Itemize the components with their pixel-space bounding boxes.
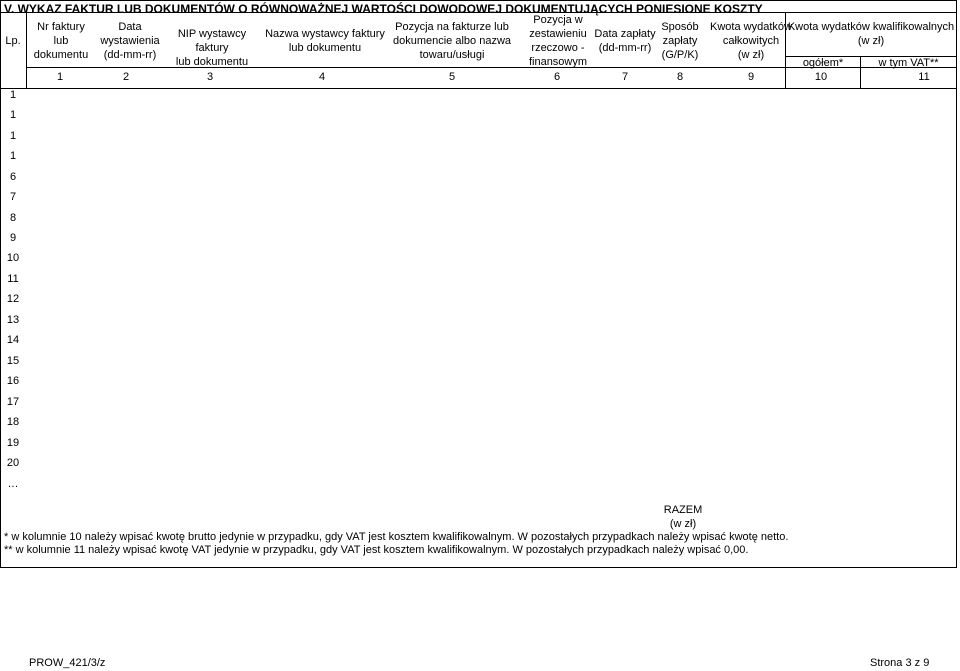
header-line: wystawienia (100, 35, 160, 47)
header-line: Data zapłaty (594, 28, 656, 40)
row-number: 6 (9, 171, 17, 183)
header-line: (w zł) (857, 35, 885, 47)
row-number: 17 (6, 396, 20, 408)
column-number: 6 (553, 71, 561, 83)
header-invoice-number (28, 20, 94, 62)
header-eligible-expenses (786, 20, 956, 48)
row-number: 10 (6, 252, 20, 264)
total-label-line: RAZEM (663, 504, 703, 516)
header-line: rzeczowo - (531, 42, 585, 54)
row-number: 19 (6, 437, 20, 449)
header-eligible-vat (860, 56, 957, 70)
row-number: 16 (6, 375, 20, 387)
column-number: 1 (56, 71, 64, 83)
total-label (663, 503, 703, 531)
header-line: lub dokumentu (175, 56, 249, 68)
row-number: 9 (9, 232, 17, 244)
header-line: całkowitych (722, 35, 780, 47)
header-line: lub (53, 35, 69, 47)
header-line: Pozycja na fakturze lub (395, 21, 509, 33)
header-payment-method (650, 20, 710, 62)
header-line: lub dokumentu (288, 42, 362, 54)
header-line: Nr faktury (37, 21, 85, 33)
header-line: Sposób (661, 21, 699, 33)
row-number: 1 (9, 130, 17, 142)
header-line: zapłaty (662, 35, 698, 47)
header-line: (G/P/K) (661, 49, 699, 61)
header-line: Data (118, 21, 142, 33)
header-issuer-name (263, 27, 387, 55)
row-number: 12 (6, 293, 20, 305)
header-line: finansowym (528, 56, 588, 68)
column-number: 11 (918, 71, 930, 83)
header-invoice-item (390, 20, 514, 62)
column-number: 9 (747, 71, 755, 83)
row-number: 1 (9, 109, 17, 121)
header-line: dokumencie albo nazwa (392, 35, 512, 47)
row-number: 1 (9, 150, 17, 162)
page-number: Strona 3 z 9 (870, 657, 930, 669)
header-line: Kwota wydatków (710, 21, 792, 33)
row-number: 7 (9, 191, 17, 203)
column-number: 5 (448, 71, 456, 83)
footnote-col10: * w kolumnie 10 należy wpisać kwotę brutto jedynie w przypadku, gdy VAT jest kosztem kwalifikowalnym. W pozostałych przypadkach należy wpisać kwotę netto. (4, 531, 789, 543)
row-number: 11 (7, 273, 19, 285)
header-line: w tym VAT** (878, 57, 939, 69)
header-line: dokumentu (33, 49, 89, 61)
header-line: Nazwa wystawcy faktury (265, 28, 385, 40)
header-bottom-rule (0, 88, 957, 89)
column-number: 2 (122, 71, 130, 83)
column-number: 3 (206, 71, 214, 83)
form-code: PROW_421/3/z (29, 657, 106, 669)
column-number: 8 (676, 71, 684, 83)
header-line: towaru/usługi (419, 49, 485, 61)
header-line: Kwota wydatków kwalifikowalnych (787, 21, 955, 33)
header-line: (w zł) (737, 49, 765, 61)
title-rule (0, 12, 957, 13)
column-number: 4 (318, 71, 326, 83)
section-title: V. WYKAZ FAKTUR LUB DOKUMENTÓW O RÓWNOWAŻNEJ WARTOŚCI DOWODOWEJ DOKUMENTUJĄCYCH PONIESIONE KOSZTY (4, 2, 763, 16)
column-number: 7 (621, 71, 629, 83)
row-number: … (7, 478, 19, 490)
footnote-col11: ** w kolumnie 11 należy wpisać kwotę VAT jedynie w przypadku, gdy VAT jest kosztem kwalifikowalnym. W pozostałych przypadkach należy wpisać 0,00. (4, 544, 749, 556)
row-number: 14 (6, 334, 20, 346)
header-lp (0, 34, 26, 48)
header-line: (dd-mm-rr) (598, 42, 652, 54)
column-divider (26, 12, 27, 88)
header-issuer-nip (160, 27, 264, 69)
header-line: (dd-mm-rr) (103, 49, 157, 61)
header-line: Pozycja w (533, 14, 583, 26)
column-number: 10 (814, 71, 828, 83)
header-line: NIP wystawcy faktury (177, 28, 247, 54)
header-financial-position (520, 13, 596, 69)
header-lp-text: Lp. (5, 35, 21, 47)
row-number: 15 (6, 355, 20, 367)
row-number: 20 (6, 457, 20, 469)
row-number: 8 (9, 212, 17, 224)
header-total-expenses (706, 20, 796, 62)
row-number: 18 (6, 416, 20, 428)
header-line: zestawieniu (529, 28, 587, 40)
total-label-line: (w zł) (669, 518, 697, 530)
header-eligible-total (786, 56, 860, 70)
row-number: 13 (6, 314, 20, 326)
header-issue-date (94, 20, 166, 62)
header-line: ogółem* (802, 57, 844, 69)
row-number: 1 (9, 89, 17, 101)
